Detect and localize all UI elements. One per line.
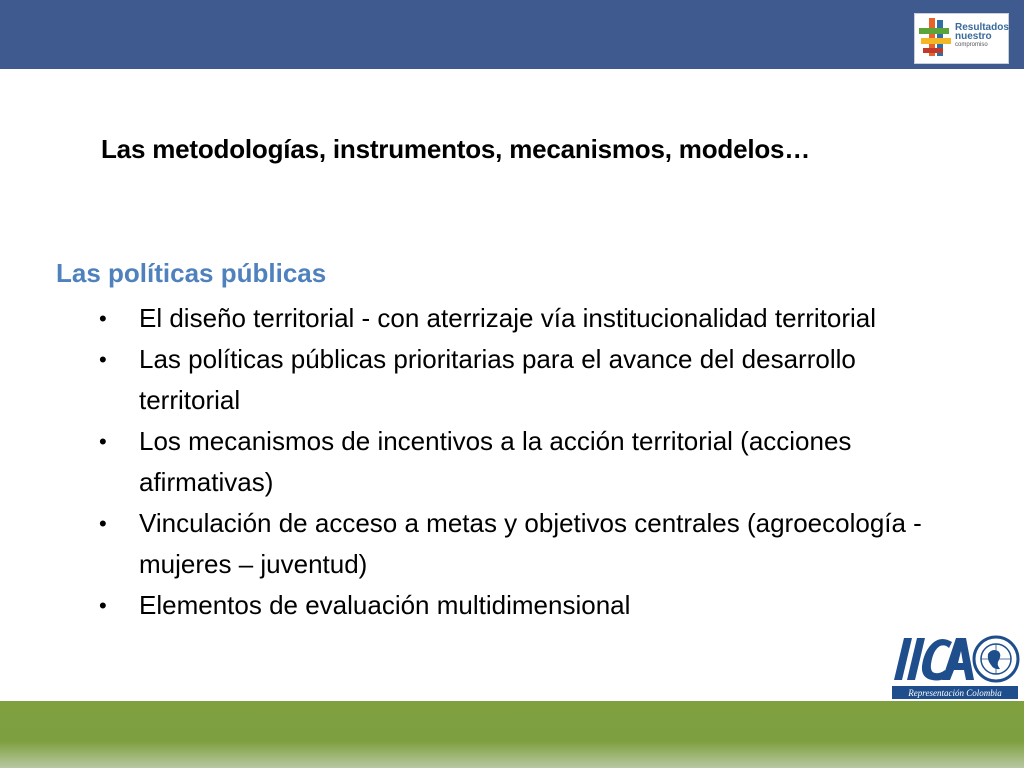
bullet-icon: • [99,511,107,536]
bullet-text: Los mecanismos de incentivos a la acción territorial (acciones afirmativas) [139,426,852,497]
bullet-text: El diseño territorial - con aterrizaje vía institucionalidad territorial [139,303,876,333]
iica-logo [890,632,1020,702]
header-band [0,0,1024,69]
footer-band [0,701,1024,768]
bullet-text: Las políticas públicas prioritarias para el avance del desarrollo territorial [139,344,856,415]
logo-line-1: Resultados, [955,22,1012,33]
bullet-item [98,339,928,421]
globe-seal-icon [974,637,1018,681]
bullet-icon: • [99,593,107,618]
slide-headline: Las metodologías, instrumentos, mecanismos, modelos… [101,134,811,164]
bullet-list [98,298,928,626]
section-title: Las políticas públicas [56,258,327,288]
iica-wordmark-icon [894,638,974,681]
resultados-logo [914,13,1012,64]
bullet-item [98,503,928,585]
bullet-item [98,298,928,339]
resultados-logo-text [955,23,1012,49]
bullet-icon: • [99,429,107,454]
bullet-item [98,421,928,503]
logo-line-3: compromiso [955,42,988,48]
iica-caption: Representación Colombia [908,688,1002,698]
bullet-icon: • [99,347,107,372]
bullet-text: Vinculación de acceso a metas y objetivos centrales (agroecología - mujeres – juventud) [139,508,922,579]
logo-line-2: nuestro [955,31,992,42]
resultados-mark-icon [919,18,953,60]
bullet-icon: • [99,306,107,331]
bullet-item [98,585,928,626]
bullet-text: Elementos de evaluación multidimensional [139,590,631,620]
